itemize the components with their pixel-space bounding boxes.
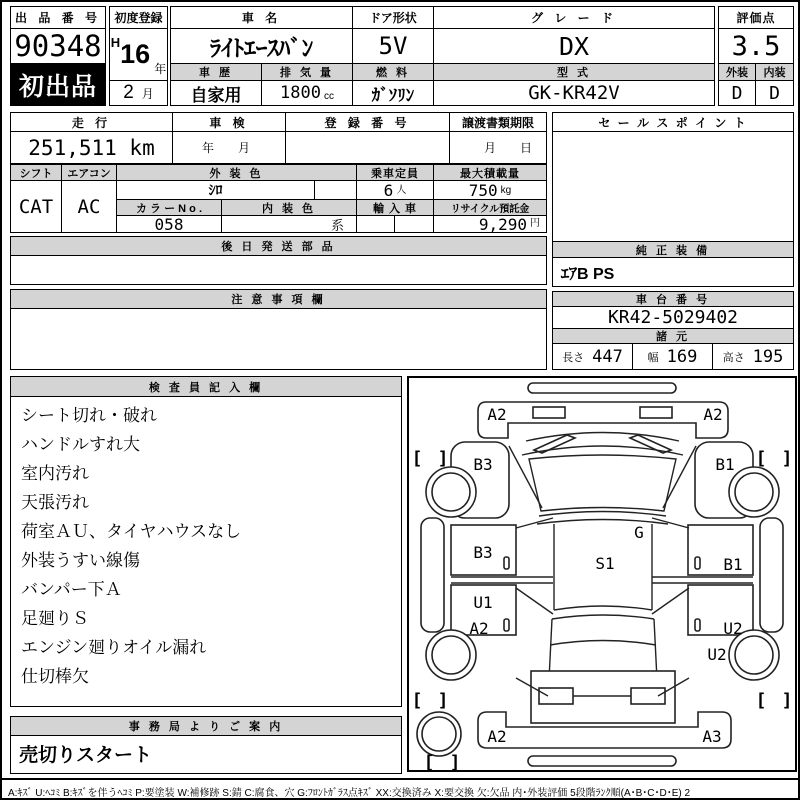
fuel-header: 燃 料 [352, 63, 434, 81]
inspector-line: エンジン廻りオイル漏れ [21, 638, 207, 657]
diagram-bracket: [ [411, 448, 423, 469]
interior-color-value: 系 [221, 215, 357, 233]
car-name-header: 車 名 [170, 6, 353, 29]
width-label: 幅 [647, 351, 659, 364]
diagram-bracket: [ [411, 690, 423, 711]
mileage-value: 251,511 km [10, 131, 173, 164]
damage-code-label: U2 [723, 619, 743, 638]
inspector-line: 室内汚れ [21, 464, 89, 483]
auction-no-value: 90348 [10, 28, 106, 64]
first-reg-year-unit: 年 [154, 62, 167, 76]
interior-grade-value: D [755, 80, 794, 106]
aircon-value: AC [61, 180, 117, 233]
import-value-left [356, 215, 395, 233]
diagram-bracket: ] [449, 752, 461, 770]
grade-value: DX [433, 28, 715, 64]
chassis-no-header: 車 台 番 号 [552, 291, 794, 307]
height-value: 195 [752, 346, 784, 367]
diagram-bracket: ] [781, 690, 793, 711]
displacement-unit: cc [323, 91, 334, 102]
notes-box [10, 308, 547, 370]
transfer-docs-header: 譲渡書類期限 [449, 112, 547, 132]
spec-height-cell [712, 343, 794, 370]
spec-header: 諸 元 [552, 328, 794, 344]
inspector-line: 仕切棒欠 [21, 667, 89, 686]
notes-header: 注 意 事 項 欄 [10, 289, 547, 309]
registration-no-value [285, 131, 450, 164]
model-value: GK-KR42V [433, 80, 715, 106]
recycle-header: リサイクル預託金 [433, 199, 547, 216]
equipment-header: 純 正 装 備 [552, 241, 794, 258]
inspector-line: 足廻りＳ [21, 609, 89, 628]
width-value: 169 [666, 346, 698, 367]
auction-no-header: 出 品 番 号 [10, 6, 106, 29]
chassis-no-value: KR42-5029402 [552, 306, 794, 329]
mileage-header: 走 行 [10, 112, 173, 132]
interior-color-header: 内 装 色 [221, 199, 357, 216]
later-parts-header: 後 日 発 送 部 品 [10, 236, 547, 256]
diagram-bracket: [ [755, 448, 767, 469]
first-listing-badge: 初出品 [10, 63, 106, 106]
color-no-value: 058 [116, 215, 222, 233]
history-header: 車 歴 [170, 63, 262, 81]
length-value: 447 [592, 346, 623, 367]
first-reg-header: 初度登録 [109, 6, 168, 29]
damage-code-label: U1 [473, 593, 493, 612]
inspector-line: 荷室ＡＵ、タイヤハウスなし [21, 522, 242, 541]
legend-text: A:ｷｽﾞ U:ﾍｺﾐ B:ｷｽﾞを伴うﾍｺﾐ P:要塗装 W:補修跡 S:錆 C:腐食、穴 G:ﾌﾛﾝﾄｶﾞﾗｽ点ｷｽﾞ XX:交換済み X:要交換 欠:欠品 内･外装評価 5段階ﾗﾝｸ順(A･B･C･D･E) 2 [2, 778, 800, 800]
inspector-line: シート切れ・破れ [21, 406, 157, 425]
history-value: 自家用 [170, 80, 262, 106]
damage-diagram [407, 376, 797, 772]
inspector-line: ハンドルすれ大 [21, 435, 140, 454]
color-no-header: カ ラ ー N o . [116, 199, 222, 216]
inspector-header: 検 査 員 記 入 欄 [10, 376, 402, 397]
diagram-bracket: [ [423, 752, 435, 770]
capacity-value: 6 [383, 180, 394, 200]
inspector-line: バンパー下Ａ [21, 580, 122, 599]
exterior-grade-value: D [718, 80, 756, 106]
office-note: 売切りスタート [10, 735, 402, 774]
equipment-value: ｴｱB PS [552, 257, 794, 287]
inspector-line: 外装うすい線傷 [21, 551, 140, 570]
sales-point-box [552, 131, 794, 242]
damage-code-label: B1 [715, 455, 735, 474]
damage-code-label: B3 [473, 455, 493, 474]
car-top-view [409, 378, 795, 770]
later-parts-box [10, 255, 547, 285]
import-header: 輸 入 車 [356, 199, 434, 216]
inspector-line: 天張汚れ [21, 493, 89, 512]
score-value: 3.5 [718, 28, 794, 64]
door-value: 5V [352, 28, 434, 64]
first-reg-month: 2 [123, 82, 134, 103]
displacement-value: 1800 [280, 83, 321, 103]
shift-value: CAT [10, 180, 62, 233]
fuel-value: ｶﾞｿﾘﾝ [352, 80, 434, 106]
first-reg-year: 16 [120, 39, 151, 69]
damage-code-label: S1 [595, 554, 615, 573]
diagram-bracket: ] [437, 690, 449, 711]
height-label: 高さ [722, 351, 745, 364]
registration-no-header: 登 録 番 号 [285, 112, 450, 132]
import-value-right [394, 215, 434, 233]
max-load-value: 750 [468, 180, 498, 200]
displacement-header: 排 気 量 [261, 63, 353, 81]
damage-code-label: A2 [703, 405, 723, 424]
diagram-bracket: ] [437, 448, 449, 469]
model-header: 型 式 [433, 63, 715, 81]
length-label: 長さ [562, 351, 585, 364]
max-load-header: 最大積載量 [433, 164, 547, 181]
damage-code-label: A2 [487, 405, 507, 424]
interior-grade-header: 内装 [755, 63, 794, 81]
office-header: 事 務 局 よ り ご 案 内 [10, 716, 402, 736]
transfer-docs-value: 月 日 [449, 131, 547, 164]
exterior-grade-header: 外装 [718, 63, 756, 81]
capacity-header: 乗車定員 [356, 164, 434, 181]
car-name-value: ﾗｲﾄｴｰｽﾊﾞﾝ [170, 28, 353, 64]
diagram-bracket: [ [755, 690, 767, 711]
exterior-color-extra [314, 180, 357, 200]
spec-width-cell [632, 343, 713, 370]
door-header: ドア形状 [352, 6, 434, 29]
damage-code-label: A3 [702, 727, 722, 746]
inspection-value: 年 月 [172, 131, 286, 164]
damage-code-label: B3 [473, 543, 493, 562]
diagram-bracket: ] [781, 448, 793, 469]
damage-code-label: A2 [469, 619, 489, 638]
first-reg-month-unit: 月 [141, 86, 154, 101]
recycle-value: 9,290 [478, 215, 527, 233]
recycle-unit: 円 [530, 218, 540, 229]
damage-code-label: G [634, 523, 644, 542]
sales-point-header: セ ー ル ス ポ イ ン ト [552, 112, 794, 132]
inspector-notes-box [10, 396, 402, 707]
exterior-color-header: 外 装 色 [116, 164, 357, 181]
capacity-unit: 人 [396, 185, 407, 196]
score-header: 評価点 [718, 6, 794, 29]
spec-length-cell [552, 343, 633, 370]
max-load-unit: kg [500, 185, 512, 196]
damage-code-label: B1 [723, 555, 743, 574]
exterior-color-value: ｼﾛ [116, 180, 315, 200]
damage-code-label: A2 [487, 727, 507, 746]
damage-code-label: U2 [707, 645, 727, 664]
shift-header: シフト [10, 164, 62, 181]
grade-header: グ レ ー ド [433, 6, 715, 29]
inspection-header: 車 検 [172, 112, 286, 132]
aircon-header: エアコン [61, 164, 117, 181]
first-reg-era: H [110, 35, 121, 50]
